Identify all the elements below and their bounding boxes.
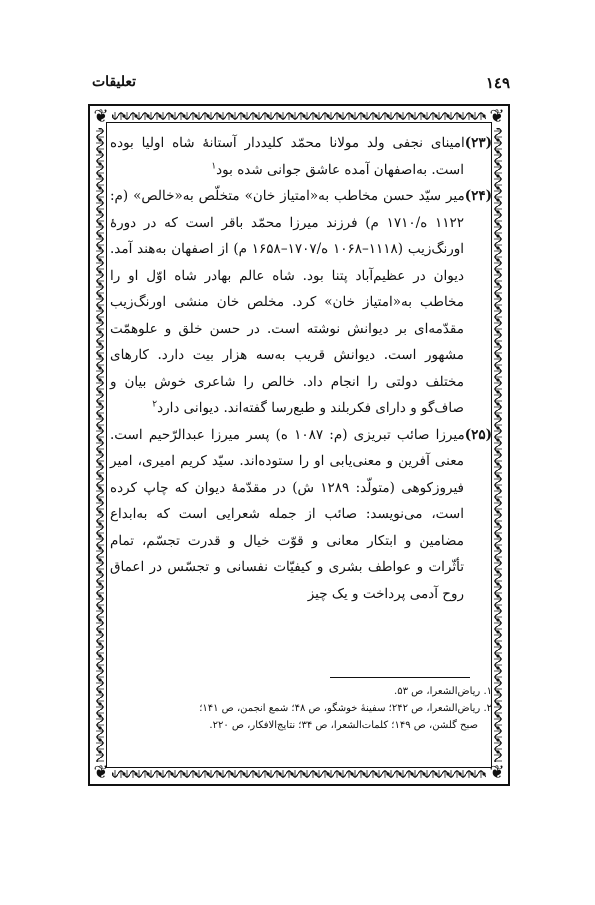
entry-number: (۲۵) xyxy=(464,426,492,443)
fleuron-corner-icon: ❦ xyxy=(90,106,112,128)
page-number: ١٤٩ xyxy=(485,74,510,92)
footnote-2: ٢. ریاض‌الشعرا، ص ۲۴۲؛ سفینهٔ خوشگو، ص ۴۸؛ شمع انجمن، ص ۱۴۱؛ xyxy=(199,703,492,714)
border-bottom-ornament xyxy=(94,768,504,780)
page-header xyxy=(92,74,510,96)
footnote-ref[interactable]: ٢ xyxy=(152,399,158,410)
fleuron-corner-icon: ❦ xyxy=(90,762,112,784)
footnotes xyxy=(112,683,492,734)
fleuron-corner-icon: ❦ xyxy=(486,106,508,128)
entry-24: (۲۴)میر سیّد حسن مخاطب به«امتیاز خان» متخلّص به«خالص» (م: ۱۱۲۲ ه/۱۷۱۰ م) فرزند میرزا محمّد باقر است که در دورهٔ اورنگ‌زیب (۱۱۱۸–۱۰۶۸ ه/۱۷۰۷–۱۶۵۸ م) از اصفهان به‌هند آمد. دیوان در عظیم‌آباد پتنا بود. شاه عالم بهادر شاه اوّل او را مخاطب به«امتیاز خان» کرد. مخلص خان منشی اورنگ‌زیب مقدّمه‌ای بر دیوانش نوشته است. در حسن خلق و علوهمّت مشهور است. دیوانش قریب به‌سه هزار بیت دارد. کارهای مختلف دولتی را انجام داد. خالص را شاعری خوش بیان و صاف‌گو و دارای فکربلند و طبع‌رسا گفته‌اند. دیوانی دارد$^٢$ xyxy=(110,188,493,416)
footnote-ref[interactable]: ١ xyxy=(211,161,217,171)
body-text xyxy=(110,130,492,607)
floral-knot-pattern-left xyxy=(94,110,106,780)
footnote-1: ١. ریاض‌الشعرا، ص ۵۳. xyxy=(394,686,492,697)
floral-knot-pattern-top xyxy=(94,110,504,122)
entry-number: (۲۴) xyxy=(464,188,493,204)
footnote-2-continued: صبح گلشن، ص ۱۴۹؛ کلمات‌الشعرا، ص ۳۴؛ نتایج‌الافکار، ص ۲۲۰. xyxy=(209,720,478,731)
footnote-marker: ١. xyxy=(483,686,492,697)
border-right-ornament xyxy=(492,110,504,780)
entry-number: (۲۳) xyxy=(464,135,492,151)
border-left-ornament xyxy=(94,110,106,780)
running-title: تعلیقات xyxy=(92,74,137,90)
fleuron-corner-icon: ❦ xyxy=(486,762,508,784)
floral-knot-pattern-right xyxy=(492,110,504,780)
floral-knot-pattern-bottom xyxy=(94,768,504,780)
entry-25: (۲۵)میرزا صائب تبریزی (م: ۱۰۸۷ ه) پسر میرزا عبدالرّحیم است. معنی آفرین و معنی‌یابی او را ستوده‌اند. سیّد کریم امیری، امیر فیروزکوهی (متولّد: ۱۲۸۹ ش) در مقدّمهٔ دیوان که چاپ کرده است، می‌نویسد: صائب از جمله شعرایی است که به‌ابداع مضامین و ابتکار معانی و قوّت خیال و قدرت تجسّم، تمام تأثّرات و عواطف بشری و کیفیّات نفسانی و تجسّس در اعماق روح آدمی پرداخت و یک چیز xyxy=(110,426,492,602)
footnote-marker: ٢. xyxy=(483,703,492,714)
footnote-separator xyxy=(330,677,470,678)
entry-23: (۲۳)امینای نجفی ولد مولانا محمّد کلیددار آستانهٔ شاه اولیا بوده است. به‌اصفهان آمده عاشق جوانی شده بود$^١$ xyxy=(110,135,492,178)
border-top-ornament xyxy=(94,110,504,122)
